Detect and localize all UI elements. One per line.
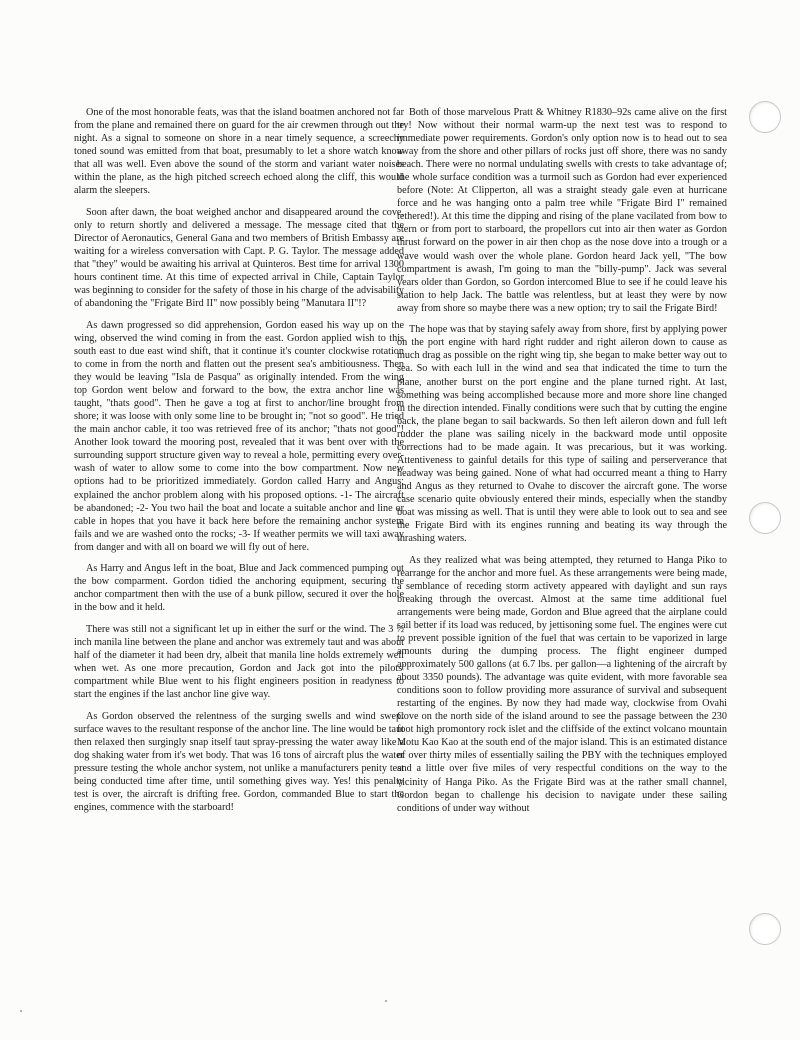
paragraph: The hope was that by staying safely away from shore, first by applying power on the port engine with hard right rudder and right aileron down to cause as much drag as possible on the right wing tip, she began to make better way out to sea. So with each lull in the wind and sea that indicated the time to turn the plane, another burst on the port engine and the plane turned right. At last, something was being accomplished because more and more shore line changed in the direction intended. Finally conditions were such that by cutting the engine back, the plane began to sail backwards. So then left aileron down and full left rudder the plane was sailing nicely in the backward mode until opposite corrections had to be made again. It was precarious, but it was working. Attentiveness to gainful details for this type of sailing and perserverance that headway was being gained. None of what had occurred meant a thing to Harry and Angus as they returned to Ovahe to discover the aircraft gone. The worse case scenario quite obviously entered their minds, especially when the standby boat was missing as well. That is until they were able to look out to sea and see the Frigate Bird with its engines running and beating its way through the thrashing waters. [397,324,727,545]
paragraph: As they realized what was being attempted, they returned to Hanga Piko to rearrange for the anchor and more fuel. As these arrangements were being made, a semblance of receding storm activety appeared with daylight and sun rays breaking through the overcast. Almost at the same time additional fuel arrangements were being made, Gordon and Blue agreed that the airplane could sail better if its load was reduced, by jettisoning some fuel. The engines were cut to prevent possible ignition of the fuel that was certain to be vaporized in large amounts during the dumping process. The flight engineer dumped approximately 500 gallons (at 6.7 lbs. per gallon—a lightening of the aircraft by about 3350 pounds). The advantage was quite evident, with more favorable sea conditions soon to follow providing more assurance of survival and subsequent restarting of the engines. By now they had made way, clockwise from Ovahi Cove on the north side of the island around to see the passage between the 230 foot high promontory rock islet and the cliffside of the extinct volcano mountain Motu Kao Kao at the south end of the major island. This is an estimated distance of over thirty miles of essentially sailing the PBY with the techniques employed and a little over five miles of very respectful conditions on the way to the vicinity of Hanga Piko. As the Frigate Bird was at the rather small channel, Gordon began to challenge his decision to navigate under these sailing conditions of under way without [397,554,727,814]
binder-hole-bottom [749,913,781,945]
binder-hole-middle [749,502,781,534]
binder-hole-top [749,101,781,133]
scan-speck [385,1000,387,1002]
paragraph: As dawn progressed so did apprehension, Gordon eased his way up on the wing, observed the wind coming in from the east. Gordon applied wish to this south east to due east wind shift, that it continue it's counter clockwise rotation to come in from the north and flatten out the present sea's ambitiousness. Then they would be leaving "Isla de Pasqua" as originally intended. From the wing top Gordon went below and forward to the bow, the extra anchor line was taught, "thats good". Then he gave a tog at first to anchor/line brought from shore; it was loose with only some line to be brought in; "not so good". He tried the main anchor cable, it too was retrieved free of its anchor; "thats not good"! Another look toward the mooring post, revealed that it was bent over with the surrounding support structure given way to reveal a hole, permitting every over-wash of water to allow some to come into the bow compartment. Now new options had to be prioritized immediately. Gordon called Harry and Angus; explained the anchor problem along with his proposed options. -1- The aircraft be abandoned; -2- You two hail the boat and locate a suitable anchor and line or cable in hopes that you have it back here before the remaining anchor system fails and we are washed onto the rocks; -3- If weather permits we will taxi away from danger and with all on board we will fly out of here. [74,319,404,553]
paragraph: One of the most honorable feats, was that the island boatmen anchored not far from the plane and remained there on guard for the air crewmen through out the night. As a signal to someone on shore in a near timely sequence, a screechy toned sound was emitted from that boat, presumably to let a shore watch know that all was well. Even above the sound of the storm and variant water noises within the plane, as the high pitched screech echoed along the cliff, this would alarm the sleepers. [74,107,404,197]
paragraph: As Harry and Angus left in the boat, Blue and Jack commenced pumping out the bow comparment. Gordon tidied the anchoring equipment, securing the anchor compartment then with the use of a bunk pillow, secured it over the hole in the bow and it held. [74,563,404,614]
scan-speck [20,1010,22,1012]
right-text-column [397,106,727,823]
left-text-column [74,106,404,823]
paragraph: As Gordon observed the relentness of the surging swells and wind swept surface waves to the resultant response of the anchor line. The line would be taut then relaxed then surgingly snap itself taut spray-pressing the water away like a dog shaking water from it's wet body. That was 16 tons of aircraft plus the water pressure testing the whole anchor system, not unlike a manufacturers penity test being conducted time after time, until something gives way. Yes! this penalty test is over, the aircraft is drifting free. Gordon, commanded Blue to start the engines, commence with the starboard! [74,710,404,814]
paragraph: Both of those marvelous Pratt & Whitney R1830–92s came alive on the first try! Now without their normal warm-up the next test was to respond to immediate power requirements. Gordon's only option now is to head out to sea away from the shore and other pillars of rocks just off shore, there was no sandy beach. There were no normal undulating swells with crests to take advantage of; the whole surface condition was a turmoil such as Gordon had ever experienced before (Note: At Clipperton, all was a straight steady gale even at hurricane force and he was hanging onto a palm tree while "Frigate Bird I" remained tethered!). At this time the dipping and rising of the plane vacilated from bow to stern or from port to starboard, the propellors cut into air then water as Gordon thrust forward on the power in air then chop as the nose dove into a trough or a wave would wash over the whole plane. Gordon heard Jack yell, "The bow compartment is awash, I'm going to man the "billy-pump". Jack was several years older than Gordon, so Gordon intercomed Blue to see if he could leave his station to help Jack. The battle was relentless, but at least they were by now away from shore so maybe there was a new option; try to sail the Frigate Bird! [397,107,727,314]
paragraph: Soon after dawn, the boat weighed anchor and disappeared around the cove, only to return shortly and delivered a message. The message cited that the Director of Aeronautics, General Gana and two members of British Embassy are waiting for a wireless conversation with Capt. P. G. Taylor. The message added that "they" would be awaiting his arrival at Quinteros. Best time for arrival 1300 hours continent time. At this time of expected arrival in Chile, Captain Taylor was beginning to consider for the safety of those in his charge of the advisability of abandoning the "Frigate Bird II" now possibly being "Manutara II"!? [74,206,404,310]
paragraph: There was still not a significant let up in either the surf or the wind. The 3 ½ inch manila line between the plane and anchor was extremely taut and was about half of the diameter it had been dry, albeit that manila line holds extremely well when wet. As one more precaution, Gordon and Jack got into the pilots' compartment while Blue went to his flight engineers position in readyness to start the engines if the last anchor line give way. [74,624,404,701]
